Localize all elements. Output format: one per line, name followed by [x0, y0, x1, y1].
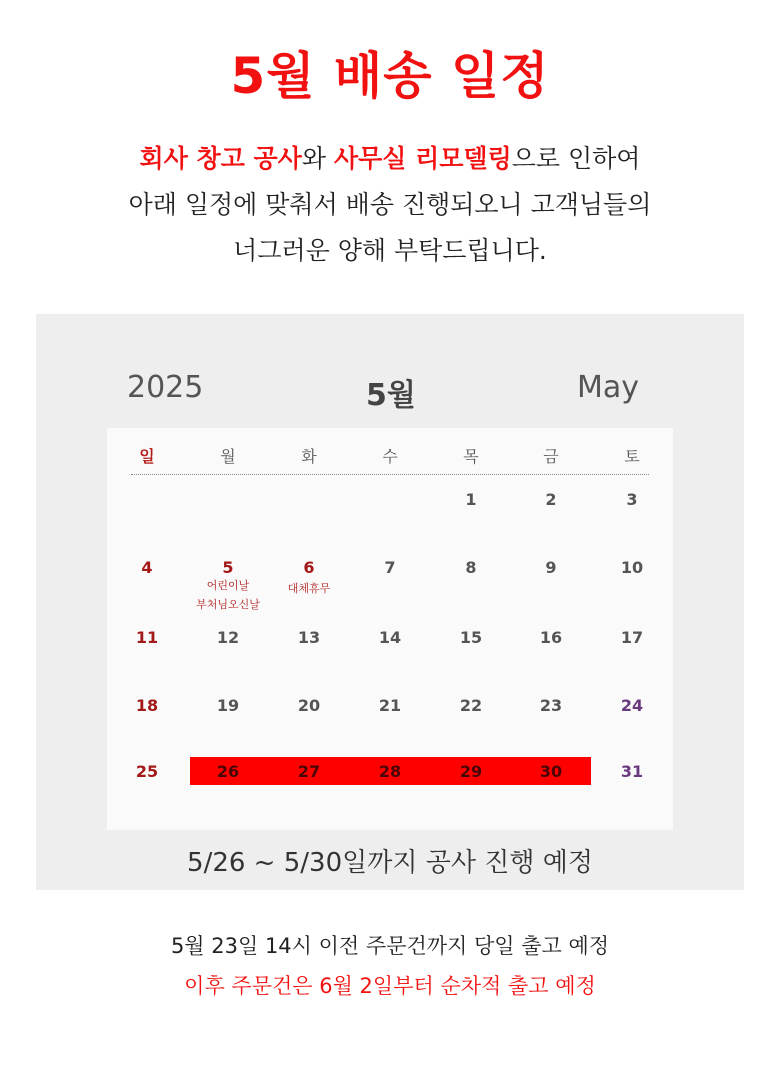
calendar-day-5: 5: [222, 558, 234, 577]
calendar-month-english: May: [577, 370, 640, 405]
intro-line-1: [0, 136, 780, 182]
calendar-day-25: 25: [135, 762, 159, 781]
calendar-day-20: 20: [297, 696, 321, 715]
calendar-day-10: 10: [620, 558, 644, 577]
calendar-day-2: 2: [545, 490, 557, 509]
calendar-day-1: 1: [465, 490, 477, 509]
weekday-divider: [131, 474, 649, 475]
calendar-day-19: 19: [216, 696, 240, 715]
calendar-day-29: 29: [459, 762, 483, 781]
calendar-day-27: 27: [297, 762, 321, 781]
sequential-shipping-notice: 이후 주문건은 6월 2일부터 순차적 출고 예정: [184, 974, 596, 998]
holiday-note-buddhas-birthday: 부처님오신날: [196, 598, 260, 611]
calendar-day-30: 30: [539, 762, 563, 781]
intro-line-2: 아래 일정에 맞춰서 배송 진행되오니 고객님들의: [128, 190, 652, 219]
weekday-header-1: 월: [220, 447, 236, 466]
calendar-day-22: 22: [459, 696, 483, 715]
calendar-day-17: 17: [620, 628, 644, 647]
calendar-day-31: 31: [620, 762, 644, 781]
intro-connector: 와: [301, 144, 334, 173]
holiday-note-childrens-day: 어린이날: [206, 579, 250, 592]
calendar-day-7: 7: [384, 558, 396, 577]
calendar-day-13: 13: [297, 628, 321, 647]
calendar-day-4: 4: [141, 558, 153, 577]
weekday-header-3: 수: [382, 447, 398, 466]
weekday-header-5: 금: [543, 447, 559, 466]
weekday-header-6: 토: [624, 447, 640, 466]
calendar-day-3: 3: [626, 490, 638, 509]
weekday-header-2: 화: [301, 447, 317, 466]
calendar-day-15: 15: [459, 628, 483, 647]
calendar-day-9: 9: [545, 558, 557, 577]
intro-line-1-end: 으로 인하여: [511, 144, 641, 173]
calendar-year: 2025: [127, 370, 204, 405]
calendar-day-8: 8: [465, 558, 477, 577]
construction-caption: 5/26 ~ 5/30일까지 공사 진행 예정: [187, 848, 593, 878]
calendar-day-26: 26: [216, 762, 240, 781]
same-day-shipping-notice: 5월 23일 14시 이전 주문건까지 당일 출고 예정: [170, 934, 610, 958]
calendar-day-12: 12: [216, 628, 240, 647]
page-title: 5월 배송 일정: [230, 47, 550, 105]
calendar-day-14: 14: [378, 628, 402, 647]
calendar-day-21: 21: [378, 696, 402, 715]
calendar-day-23: 23: [539, 696, 563, 715]
calendar-day-11: 11: [135, 628, 159, 647]
weekday-header-4: 목: [463, 447, 479, 466]
holiday-note-substitute: 대체휴무: [287, 582, 331, 595]
intro-line-3: 너그러운 양해 부탁드립니다.: [233, 236, 547, 265]
calendar-day-16: 16: [539, 628, 563, 647]
intro-highlight-office: 사무실 리모델링: [333, 144, 512, 173]
calendar-day-24: 24: [620, 696, 644, 715]
calendar-day-28: 28: [378, 762, 402, 781]
calendar-month: 5월: [366, 378, 416, 413]
weekday-header-0: 일: [139, 447, 155, 466]
calendar-day-18: 18: [135, 696, 159, 715]
intro-text: [0, 136, 780, 274]
calendar-day-6: 6: [303, 558, 315, 577]
intro-highlight-warehouse: 회사 창고 공사: [139, 144, 302, 173]
